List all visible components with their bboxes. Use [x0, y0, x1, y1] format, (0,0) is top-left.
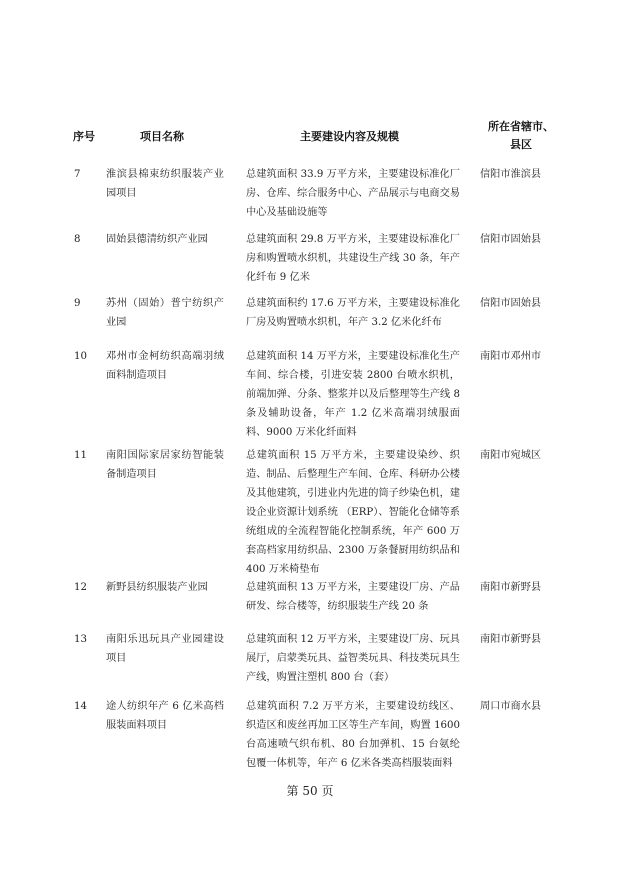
row-location: 南阳市新野县 [480, 634, 542, 645]
row-location: 信阳市淮滨县 [480, 169, 542, 180]
row-no: 8 [74, 234, 81, 245]
row-project-name: 途人纺织年产 6 亿米高档服装面料项目 [106, 701, 224, 731]
row-location: 南阳市新野县 [480, 582, 542, 593]
header-project-name: 项目名称 [140, 130, 184, 143]
row-content: 总建筑面积 12 万平方米，主要建设厂房、玩具展厅，启蒙类玩具、益智类玩具、科技类玩具生产线，购置注塑机 800 台（套） [246, 634, 460, 683]
row-location: 信阳市固始县 [480, 298, 542, 309]
row-no: 9 [74, 298, 81, 309]
row-location: 信阳市固始县 [480, 234, 542, 245]
row-no: 11 [74, 450, 87, 461]
row-project-name: 南阳国际家居家纺智能装备制造项目 [106, 450, 224, 480]
header-no: 序号 [73, 130, 95, 143]
header-location [478, 118, 564, 154]
row-project-name: 固始县德清纺织产业园 [106, 234, 208, 245]
row-project-name: 南阳乐迅玩具产业园建设项目 [106, 634, 224, 664]
page-number: 第 50 页 [286, 784, 334, 798]
row-content: 总建筑面积 7.2 万平方米，主要建设纺线区、织造区和废丝再加工区等生产车间，购置 1600 台高速喷气织布机、80 台加弹机、15 台氨纶包覆一体机等，年产 6 亿米各类高档服装面料 [246, 701, 460, 769]
row-no: 7 [74, 169, 81, 180]
row-content: 总建筑面积约 17.6 万平方米，主要建设标准化厂房及购置喷水织机，年产 3.2 亿米化纤布 [246, 298, 460, 328]
header-location-line2: 县区 [510, 138, 532, 151]
row-location: 南阳市邓州市 [480, 351, 542, 362]
row-project-name: 邓州市金柯纺织高端羽绒面料制造项目 [106, 351, 224, 381]
row-no: 13 [74, 634, 87, 645]
row-project-name: 新野县纺织服装产业园 [106, 582, 208, 593]
row-project-name: 苏州（固始）普宁纺织产业园 [106, 298, 224, 328]
row-content: 总建筑面积 14 万平方米，主要建设标准化生产车间、综合楼，引进安装 2800 台喷水织机，前端加弹、分条、整浆并以及后整理等生产线 8 条及辅助设备，年产 1.2 亿米高端羽绒服面料、9000 万米化纤面料 [246, 351, 460, 438]
header-location-line1: 所在省辖市、 [488, 120, 554, 133]
row-content: 总建筑面积 33.9 万平方米，主要建设标准化厂房、仓库、综合服务中心、产品展示与电商交易中心及基础设施等 [246, 169, 460, 218]
row-no: 10 [74, 351, 87, 362]
row-content: 总建筑面积 29.8 万平方米，主要建设标准化厂房和购置喷水织机，共建设生产线 30 条，年产化纤布 9 亿米 [246, 234, 460, 283]
header-content: 主要建设内容及规模 [300, 130, 399, 143]
row-no: 14 [74, 701, 87, 712]
row-no: 12 [74, 582, 87, 593]
row-content: 总建筑面积 15 万平方米，主要建设染纱、织造、制品、后整理生产车间、仓库、科研办公楼及其他建筑，引进业内先进的筒子纱染色机，建设企业资源计划系统 （ERP）、智能化仓储等系统组成的全流程智能化控制系统，年产 600 万套高档家用纺织品、2300 万条餐厨用纺织品和 400 万米椅垫布 [246, 450, 460, 575]
row-location: 南阳市宛城区 [480, 450, 542, 461]
row-content: 总建筑面积 13 万平方米，主要建设厂房、产品研发、综合楼等，纺织服装生产线 20 条 [246, 582, 460, 612]
table-header [0, 118, 620, 154]
row-project-name: 淮滨县棉束纺织服装产业园项目 [106, 169, 224, 199]
row-location: 周口市商水县 [480, 701, 542, 712]
